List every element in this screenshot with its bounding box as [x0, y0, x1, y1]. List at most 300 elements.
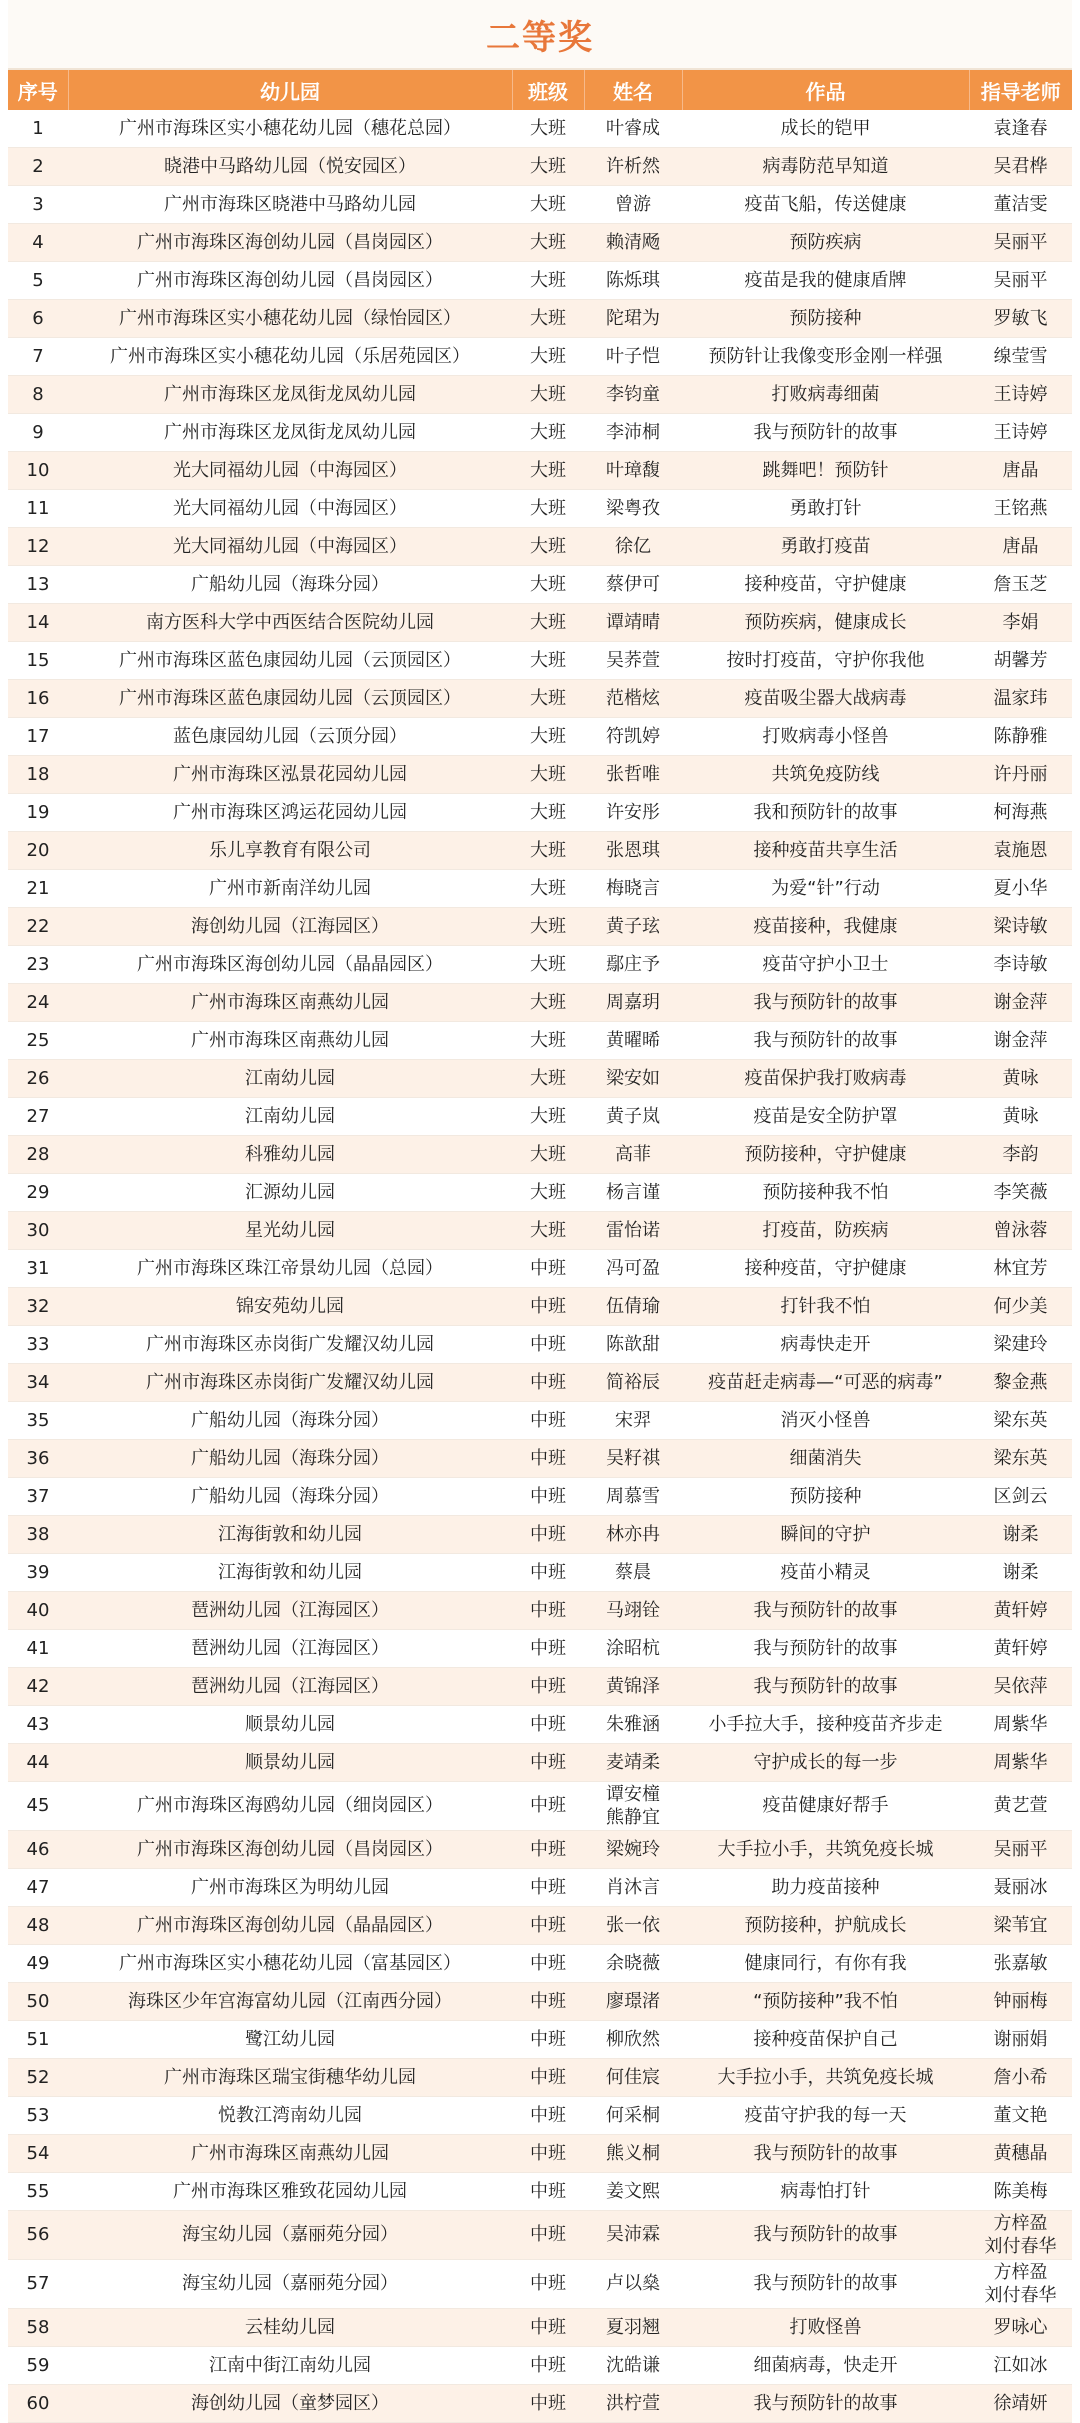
cell-work: 预防接种，护航成长: [682, 1907, 969, 1945]
cell-teacher: 梁苇宜: [969, 1907, 1072, 1945]
cell-teacher: 黄咏: [969, 1060, 1072, 1098]
header-name: 姓名: [584, 70, 682, 110]
cell-work: 我与预防针的故事: [682, 1630, 969, 1668]
table-row: [8, 148, 1072, 186]
cell-teacher: 陈美梅: [969, 2173, 1072, 2211]
cell-kindergarten: 海创幼儿园（童梦园区）: [68, 2385, 512, 2423]
cell-work: 勇敢打疫苗: [682, 528, 969, 566]
cell-class: 中班: [512, 1782, 584, 1831]
cell-name: 吴荞萱: [584, 642, 682, 680]
cell-serial: 6: [8, 300, 68, 338]
cell-serial: 7: [8, 338, 68, 376]
cell-teacher: 谢丽娟: [969, 2021, 1072, 2059]
table-row: [8, 1288, 1072, 1326]
cell-work: 助力疫苗接种: [682, 1869, 969, 1907]
cell-work: 我和预防针的故事: [682, 794, 969, 832]
cell-kindergarten: 广州市海珠区蓝色康园幼儿园（云顶园区）: [68, 680, 512, 718]
cell-serial: 5: [8, 262, 68, 300]
cell-serial: 27: [8, 1098, 68, 1136]
cell-class: 中班: [512, 1440, 584, 1478]
cell-class: 大班: [512, 414, 584, 452]
cell-name: 卢以燊: [584, 2260, 682, 2309]
cell-kindergarten: 光大同福幼儿园（中海园区）: [68, 528, 512, 566]
cell-teacher: 李韵: [969, 1136, 1072, 1174]
table-row: [8, 1668, 1072, 1706]
cell-serial: 59: [8, 2347, 68, 2385]
cell-kindergarten: 江海街敦和幼儿园: [68, 1554, 512, 1592]
table-row: [8, 528, 1072, 566]
cell-class: 中班: [512, 1907, 584, 1945]
cell-work: 健康同行，有你有我: [682, 1945, 969, 1983]
cell-serial: 49: [8, 1945, 68, 1983]
cell-serial: 52: [8, 2059, 68, 2097]
cell-teacher: 黎金燕: [969, 1364, 1072, 1402]
cell-work: 成长的铠甲: [682, 110, 969, 148]
cell-teacher: 何少美: [969, 1288, 1072, 1326]
table-row: [8, 2347, 1072, 2385]
table-row: [8, 2021, 1072, 2059]
cell-class: 中班: [512, 1630, 584, 1668]
cell-class: 大班: [512, 148, 584, 186]
table-row: [8, 2059, 1072, 2097]
cell-work: 瞬间的守护: [682, 1516, 969, 1554]
cell-work: 我与预防针的故事: [682, 1592, 969, 1630]
cell-name: 夏羽翘: [584, 2309, 682, 2347]
cell-work: 疫苗守护小卫士: [682, 946, 969, 984]
cell-serial: 18: [8, 756, 68, 794]
cell-kindergarten: 广州市海珠区海鸥幼儿园（细岗园区）: [68, 1782, 512, 1831]
cell-name: 张一依: [584, 1907, 682, 1945]
cell-serial: 20: [8, 832, 68, 870]
cell-kindergarten: 广州市海珠区鸿运花园幼儿园: [68, 794, 512, 832]
cell-teacher: 吴君桦: [969, 148, 1072, 186]
cell-serial: 44: [8, 1744, 68, 1782]
cell-class: 中班: [512, 1869, 584, 1907]
cell-teacher: 钟丽梅: [969, 1983, 1072, 2021]
cell-kindergarten: 海宝幼儿园（嘉丽苑分园）: [68, 2260, 512, 2309]
table-row: [8, 1060, 1072, 1098]
cell-work: 打针我不怕: [682, 1288, 969, 1326]
cell-serial: 58: [8, 2309, 68, 2347]
header-work: 作品: [682, 70, 969, 110]
cell-teacher: 方梓盈 刘付春华: [969, 2211, 1072, 2260]
cell-teacher: 王诗婷: [969, 376, 1072, 414]
cell-work: 我与预防针的故事: [682, 984, 969, 1022]
cell-work: 我与预防针的故事: [682, 2211, 969, 2260]
cell-work: 勇敢打针: [682, 490, 969, 528]
cell-name: 马翊铨: [584, 1592, 682, 1630]
cell-teacher: 聂丽冰: [969, 1869, 1072, 1907]
cell-teacher: 谢柔: [969, 1516, 1072, 1554]
cell-class: 大班: [512, 870, 584, 908]
cell-serial: 38: [8, 1516, 68, 1554]
cell-kindergarten: 广州市海珠区南燕幼儿园: [68, 2135, 512, 2173]
cell-kindergarten: 广船幼儿园（海珠分园）: [68, 1478, 512, 1516]
cell-serial: 16: [8, 680, 68, 718]
cell-class: 大班: [512, 1098, 584, 1136]
cell-teacher: 李娟: [969, 604, 1072, 642]
cell-work: 大手拉小手，共筑免疫长城: [682, 2059, 969, 2097]
table-row: [8, 718, 1072, 756]
cell-teacher: 罗敏飞: [969, 300, 1072, 338]
cell-serial: 28: [8, 1136, 68, 1174]
cell-teacher: 梁建玲: [969, 1326, 1072, 1364]
table-row: [8, 680, 1072, 718]
cell-work: 病毒防范早知道: [682, 148, 969, 186]
cell-kindergarten: 广船幼儿园（海珠分园）: [68, 1402, 512, 1440]
cell-kindergarten: 广州市新南洋幼儿园: [68, 870, 512, 908]
cell-class: 中班: [512, 1554, 584, 1592]
cell-serial: 26: [8, 1060, 68, 1098]
header-class: 班级: [512, 70, 584, 110]
cell-class: 大班: [512, 794, 584, 832]
cell-teacher: 方梓盈 刘付春华: [969, 2260, 1072, 2309]
cell-teacher: 王诗婷: [969, 414, 1072, 452]
cell-serial: 43: [8, 1706, 68, 1744]
cell-kindergarten: 广州市海珠区晓港中马路幼儿园: [68, 186, 512, 224]
cell-serial: 15: [8, 642, 68, 680]
cell-name: 黄子岚: [584, 1098, 682, 1136]
cell-class: 中班: [512, 2260, 584, 2309]
cell-work: 疫苗飞船，传送健康: [682, 186, 969, 224]
cell-kindergarten: 广州市海珠区实小穗花幼儿园（绿怡园区）: [68, 300, 512, 338]
cell-kindergarten: 乐儿享教育有限公司: [68, 832, 512, 870]
cell-class: 大班: [512, 832, 584, 870]
cell-class: 中班: [512, 1478, 584, 1516]
cell-name: 冯可盈: [584, 1250, 682, 1288]
cell-kindergarten: 科雅幼儿园: [68, 1136, 512, 1174]
cell-teacher: 黄轩婷: [969, 1592, 1072, 1630]
cell-work: 为爱“针”行动: [682, 870, 969, 908]
cell-serial: 55: [8, 2173, 68, 2211]
cell-kindergarten: 广船幼儿园（海珠分园）: [68, 566, 512, 604]
cell-serial: 48: [8, 1907, 68, 1945]
cell-teacher: 谢柔: [969, 1554, 1072, 1592]
cell-kindergarten: 鹭江幼儿园: [68, 2021, 512, 2059]
cell-kindergarten: 广州市海珠区实小穗花幼儿园（乐居苑园区）: [68, 338, 512, 376]
cell-work: 接种疫苗，守护健康: [682, 566, 969, 604]
cell-work: 守护成长的每一步: [682, 1744, 969, 1782]
cell-class: 中班: [512, 1744, 584, 1782]
cell-serial: 56: [8, 2211, 68, 2260]
cell-name: 沈皓谦: [584, 2347, 682, 2385]
table-row: [8, 2211, 1072, 2260]
cell-work: 我与预防针的故事: [682, 2385, 969, 2423]
cell-name: 麦靖柔: [584, 1744, 682, 1782]
cell-kindergarten: 晓港中马路幼儿园（悦安园区）: [68, 148, 512, 186]
cell-serial: 29: [8, 1174, 68, 1212]
cell-class: 中班: [512, 2021, 584, 2059]
cell-name: 陈歆甜: [584, 1326, 682, 1364]
cell-kindergarten: 锦安苑幼儿园: [68, 1288, 512, 1326]
cell-serial: 25: [8, 1022, 68, 1060]
table-row: [8, 870, 1072, 908]
header-serial: 序号: [8, 70, 68, 110]
table-row: [8, 1554, 1072, 1592]
table-row: [8, 1592, 1072, 1630]
table-row: [8, 1364, 1072, 1402]
table-row: [8, 2097, 1072, 2135]
cell-serial: 45: [8, 1782, 68, 1831]
cell-work: 接种疫苗，守护健康: [682, 1250, 969, 1288]
cell-name: 张哲唯: [584, 756, 682, 794]
cell-name: 李沛桐: [584, 414, 682, 452]
cell-name: 谭安橦 熊静宜: [584, 1782, 682, 1831]
cell-class: 大班: [512, 984, 584, 1022]
cell-kindergarten: 江海街敦和幼儿园: [68, 1516, 512, 1554]
cell-name: 陀珺为: [584, 300, 682, 338]
cell-serial: 37: [8, 1478, 68, 1516]
cell-name: 黄锦泽: [584, 1668, 682, 1706]
table-row: [8, 1136, 1072, 1174]
cell-kindergarten: 琶洲幼儿园（江海园区）: [68, 1668, 512, 1706]
table-row: [8, 1831, 1072, 1869]
cell-serial: 14: [8, 604, 68, 642]
cell-teacher: 区剑云: [969, 1478, 1072, 1516]
table-row: [8, 1945, 1072, 1983]
cell-serial: 57: [8, 2260, 68, 2309]
table-header-row: [8, 70, 1072, 110]
table-row: [8, 2309, 1072, 2347]
cell-name: 周嘉玥: [584, 984, 682, 1022]
table-row: [8, 908, 1072, 946]
cell-work: 大手拉小手，共筑免疫长城: [682, 1831, 969, 1869]
cell-teacher: 谢金萍: [969, 1022, 1072, 1060]
cell-teacher: 夏小华: [969, 870, 1072, 908]
table-row: [8, 1907, 1072, 1945]
cell-work: 我与预防针的故事: [682, 1668, 969, 1706]
cell-class: 中班: [512, 1668, 584, 1706]
cell-name: 吴沛霖: [584, 2211, 682, 2260]
cell-serial: 42: [8, 1668, 68, 1706]
table-row: [8, 1478, 1072, 1516]
cell-serial: 51: [8, 2021, 68, 2059]
cell-teacher: 周紫华: [969, 1744, 1072, 1782]
cell-teacher: 袁逢春: [969, 110, 1072, 148]
cell-name: 雷怡诺: [584, 1212, 682, 1250]
cell-teacher: 缐莹雪: [969, 338, 1072, 376]
cell-teacher: 王铭燕: [969, 490, 1072, 528]
table-row: [8, 1098, 1072, 1136]
table-row: [8, 1706, 1072, 1744]
cell-name: 鄢庄予: [584, 946, 682, 984]
cell-class: 大班: [512, 1174, 584, 1212]
cell-name: 张恩琪: [584, 832, 682, 870]
cell-name: 余晓薇: [584, 1945, 682, 1983]
cell-work: 疫苗吸尘器大战病毒: [682, 680, 969, 718]
cell-kindergarten: 广州市海珠区龙凤街龙凤幼儿园: [68, 376, 512, 414]
cell-teacher: 温家玮: [969, 680, 1072, 718]
cell-work: 病毒快走开: [682, 1326, 969, 1364]
cell-serial: 60: [8, 2385, 68, 2423]
cell-work: 疫苗小精灵: [682, 1554, 969, 1592]
table-row: [8, 376, 1072, 414]
cell-teacher: 黄穗晶: [969, 2135, 1072, 2173]
cell-class: 大班: [512, 528, 584, 566]
cell-work: 预防接种: [682, 300, 969, 338]
cell-class: 中班: [512, 2173, 584, 2211]
cell-kindergarten: 海珠区少年宫海富幼儿园（江南西分园）: [68, 1983, 512, 2021]
cell-class: 大班: [512, 1060, 584, 1098]
cell-work: 接种疫苗共享生活: [682, 832, 969, 870]
cell-kindergarten: 琶洲幼儿园（江海园区）: [68, 1630, 512, 1668]
cell-name: 简裕辰: [584, 1364, 682, 1402]
cell-name: 曾游: [584, 186, 682, 224]
cell-teacher: 李笑薇: [969, 1174, 1072, 1212]
cell-teacher: 袁施恩: [969, 832, 1072, 870]
cell-kindergarten: 光大同福幼儿园（中海园区）: [68, 452, 512, 490]
cell-teacher: 陈静雅: [969, 718, 1072, 756]
cell-class: 大班: [512, 604, 584, 642]
cell-name: 范楷炫: [584, 680, 682, 718]
title-banner: [8, 0, 1072, 70]
cell-kindergarten: 江南幼儿园: [68, 1098, 512, 1136]
cell-class: 中班: [512, 1288, 584, 1326]
cell-name: 姜文熙: [584, 2173, 682, 2211]
table-row: [8, 1983, 1072, 2021]
cell-name: 叶睿成: [584, 110, 682, 148]
cell-serial: 8: [8, 376, 68, 414]
table-row: [8, 2260, 1072, 2309]
cell-class: 中班: [512, 2385, 584, 2423]
cell-work: 按时打疫苗，守护你我他: [682, 642, 969, 680]
cell-class: 中班: [512, 1402, 584, 1440]
cell-work: 预防疾病，健康成长: [682, 604, 969, 642]
cell-teacher: 黄咏: [969, 1098, 1072, 1136]
cell-serial: 10: [8, 452, 68, 490]
cell-work: 共筑免疫防线: [682, 756, 969, 794]
cell-serial: 32: [8, 1288, 68, 1326]
cell-work: 预防接种: [682, 1478, 969, 1516]
cell-serial: 22: [8, 908, 68, 946]
cell-name: 肖沐言: [584, 1869, 682, 1907]
cell-serial: 17: [8, 718, 68, 756]
award-table-body: [8, 110, 1072, 2423]
cell-class: 中班: [512, 1592, 584, 1630]
cell-class: 大班: [512, 452, 584, 490]
cell-teacher: 黄艺萱: [969, 1782, 1072, 1831]
cell-class: 大班: [512, 376, 584, 414]
cell-teacher: 胡馨芳: [969, 642, 1072, 680]
cell-class: 大班: [512, 756, 584, 794]
page-title: 二等奖: [486, 17, 594, 58]
cell-name: 涂昭杭: [584, 1630, 682, 1668]
cell-serial: 9: [8, 414, 68, 452]
cell-name: 熊义桐: [584, 2135, 682, 2173]
cell-teacher: 唐晶: [969, 452, 1072, 490]
cell-work: 细菌消失: [682, 1440, 969, 1478]
cell-teacher: 詹小希: [969, 2059, 1072, 2097]
cell-name: 徐亿: [584, 528, 682, 566]
table-row: [8, 1402, 1072, 1440]
cell-name: 柳欣然: [584, 2021, 682, 2059]
cell-name: 何佳宸: [584, 2059, 682, 2097]
cell-name: 廖璟渚: [584, 1983, 682, 2021]
cell-kindergarten: 顺景幼儿园: [68, 1706, 512, 1744]
cell-class: 中班: [512, 1945, 584, 1983]
table-row: [8, 414, 1072, 452]
cell-kindergarten: 广船幼儿园（海珠分园）: [68, 1440, 512, 1478]
cell-serial: 19: [8, 794, 68, 832]
cell-serial: 11: [8, 490, 68, 528]
cell-name: 叶子恺: [584, 338, 682, 376]
cell-name: 陈烁琪: [584, 262, 682, 300]
table-row: [8, 1440, 1072, 1478]
cell-kindergarten: 南方医科大学中西医结合医院幼儿园: [68, 604, 512, 642]
cell-kindergarten: 广州市海珠区龙凤街龙凤幼儿园: [68, 414, 512, 452]
cell-kindergarten: 广州市海珠区海创幼儿园（晶晶园区）: [68, 946, 512, 984]
cell-kindergarten: 江南幼儿园: [68, 1060, 512, 1098]
cell-kindergarten: 蓝色康园幼儿园（云顶分园）: [68, 718, 512, 756]
cell-serial: 21: [8, 870, 68, 908]
cell-kindergarten: 汇源幼儿园: [68, 1174, 512, 1212]
cell-class: 大班: [512, 262, 584, 300]
cell-class: 中班: [512, 1516, 584, 1554]
cell-teacher: 梁东英: [969, 1402, 1072, 1440]
cell-name: 周慕雪: [584, 1478, 682, 1516]
cell-work: 打败怪兽: [682, 2309, 969, 2347]
cell-class: 大班: [512, 718, 584, 756]
cell-work: 预防接种我不怕: [682, 1174, 969, 1212]
table-row: [8, 566, 1072, 604]
cell-teacher: 吴丽平: [969, 224, 1072, 262]
table-row: [8, 1869, 1072, 1907]
cell-teacher: 梁东英: [969, 1440, 1072, 1478]
cell-kindergarten: 广州市海珠区海创幼儿园（昌岗园区）: [68, 262, 512, 300]
cell-serial: 30: [8, 1212, 68, 1250]
cell-work: 跳舞吧！预防针: [682, 452, 969, 490]
cell-serial: 47: [8, 1869, 68, 1907]
table-row: [8, 186, 1072, 224]
cell-serial: 46: [8, 1831, 68, 1869]
cell-class: 中班: [512, 1706, 584, 1744]
cell-teacher: 谢金萍: [969, 984, 1072, 1022]
cell-class: 中班: [512, 2135, 584, 2173]
cell-class: 中班: [512, 1250, 584, 1288]
cell-name: 梅晓言: [584, 870, 682, 908]
cell-name: 许析然: [584, 148, 682, 186]
cell-work: 我与预防针的故事: [682, 2135, 969, 2173]
cell-kindergarten: 广州市海珠区海创幼儿园（昌岗园区）: [68, 1831, 512, 1869]
cell-name: 蔡晨: [584, 1554, 682, 1592]
cell-work: 病毒怕打针: [682, 2173, 969, 2211]
cell-class: 大班: [512, 186, 584, 224]
cell-serial: 31: [8, 1250, 68, 1288]
table-row: [8, 1516, 1072, 1554]
table-row: [8, 984, 1072, 1022]
cell-name: 洪柠萱: [584, 2385, 682, 2423]
cell-class: 大班: [512, 642, 584, 680]
cell-work: 预防接种，守护健康: [682, 1136, 969, 1174]
cell-work: 细菌病毒，快走开: [682, 2347, 969, 2385]
cell-name: 黄曜晞: [584, 1022, 682, 1060]
cell-kindergarten: 广州市海珠区珠江帝景幼儿园（总园）: [68, 1250, 512, 1288]
table-row: [8, 2173, 1072, 2211]
table-row: [8, 642, 1072, 680]
cell-name: 黄子玹: [584, 908, 682, 946]
cell-kindergarten: 顺景幼儿园: [68, 1744, 512, 1782]
cell-teacher: 柯海燕: [969, 794, 1072, 832]
cell-name: 李钧童: [584, 376, 682, 414]
cell-class: 大班: [512, 490, 584, 528]
cell-work: 接种疫苗保护自己: [682, 2021, 969, 2059]
cell-kindergarten: 广州市海珠区海创幼儿园（昌岗园区）: [68, 224, 512, 262]
cell-work: 预防针让我像变形金刚一样强: [682, 338, 969, 376]
cell-teacher: 曾泳蓉: [969, 1212, 1072, 1250]
cell-work: “预防接种”我不怕: [682, 1983, 969, 2021]
cell-work: 疫苗健康好帮手: [682, 1782, 969, 1831]
cell-teacher: 吴丽平: [969, 1831, 1072, 1869]
